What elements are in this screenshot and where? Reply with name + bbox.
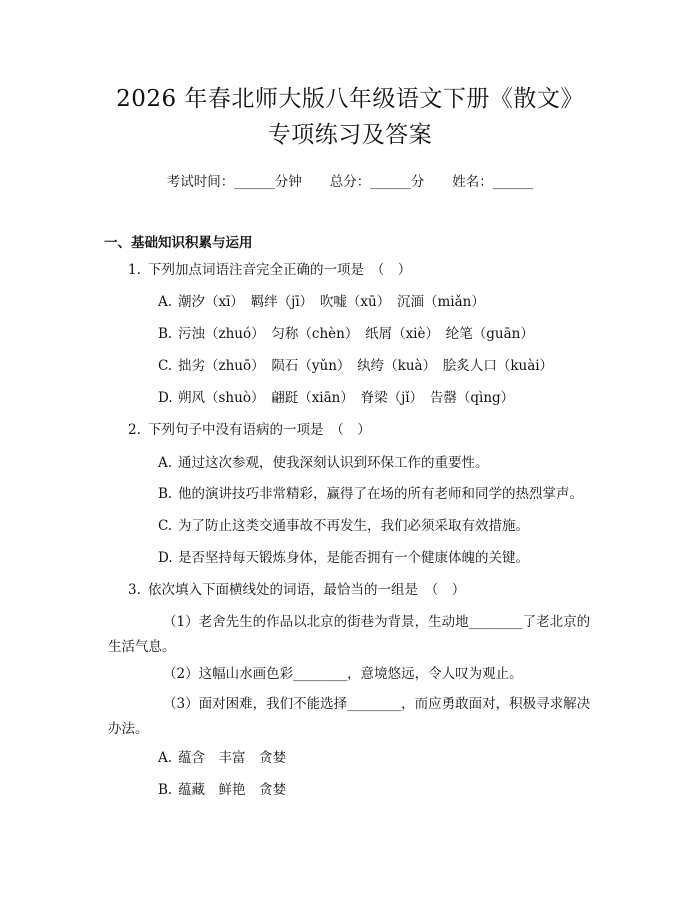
option-text: 拙劣（zhuō） 陨石（yǔn） 纨绔（kuà） 脍炙人口（kuài）	[178, 358, 554, 374]
option-text: 为了防止这类交通事故不再发生，我们必须采取有效措施。	[178, 518, 529, 534]
option-text: 他的演讲技巧非常精彩，赢得了在场的所有老师和同学的热烈掌声。	[178, 486, 583, 502]
option-text: 蕴含 丰富 贪婪	[178, 750, 286, 766]
option-letter: B.	[158, 486, 173, 502]
option-letter: B.	[158, 326, 173, 342]
exam-time: 考试时间：______分钟	[166, 174, 302, 190]
option-text: 通过这次参观，使我深刻认识到环保工作的重要性。	[178, 455, 489, 471]
option-letter: D.	[158, 390, 173, 406]
question-stem: 下列加点词语注音完全正确的一项是 （ ）	[148, 262, 412, 278]
option-text: 潮汐（xī） 羁绊（jī） 吹嘘（xū） 沉湎（miǎn）	[178, 294, 485, 310]
question-1-option-a	[158, 294, 485, 312]
option-letter: A.	[158, 455, 173, 471]
question-stem: 依次填入下面横线处的词语，最恰当的一组是 （ ）	[148, 582, 466, 598]
question-3	[128, 582, 465, 600]
fill-sentence-1-continued: 生活气息。	[108, 639, 176, 655]
question-number: 2.	[128, 422, 141, 438]
question-2-option-b	[158, 486, 583, 504]
question-number: 1.	[128, 262, 141, 278]
question-2-option-d	[158, 550, 529, 568]
question-2	[128, 422, 371, 440]
option-letter: C.	[158, 518, 173, 534]
question-1-option-b	[158, 326, 534, 344]
document-title-line2: 专项练习及答案	[267, 122, 433, 148]
question-1	[128, 262, 411, 280]
fill-sentence-1: （1）老舍先生的作品以北京的街巷为背景，生动地________了老北京的	[163, 614, 591, 630]
question-1-option-d	[158, 390, 514, 408]
question-2-option-c	[158, 518, 529, 536]
document-title-line1: 2026 年春北师大版八年级语文下册《散文》	[116, 86, 584, 112]
option-text: 污浊（zhuó） 匀称（chèn） 纸屑（xiè） 纶笔（guān）	[178, 326, 534, 342]
student-name: 姓名：______	[452, 174, 534, 190]
option-letter: C.	[158, 358, 173, 374]
fill-sentence-2: （2）这幅山水画色彩________，意境悠远，令人叹为观止。	[163, 666, 523, 682]
question-3-option-b	[158, 782, 286, 800]
question-stem: 下列句子中没有语病的一项是 （ ）	[148, 422, 371, 438]
section-heading: 一、基础知识积累与运用	[104, 235, 253, 251]
option-letter: A.	[158, 750, 173, 766]
exam-meta	[0, 170, 700, 190]
option-letter: B.	[158, 782, 173, 798]
question-2-option-a	[158, 455, 489, 473]
fill-sentence-3: （3）面对困难，我们不能选择________，而应勇敢面对，积极寻求解决	[163, 696, 591, 712]
question-3-option-a	[158, 750, 286, 768]
question-1-option-c	[158, 358, 553, 376]
exam-score: 总分：______分	[329, 174, 425, 190]
option-letter: D.	[158, 550, 173, 566]
option-text: 蕴藏 鲜艳 贪婪	[178, 782, 286, 798]
fill-sentence-3-continued: 办法。	[108, 721, 149, 737]
question-number: 3.	[128, 582, 141, 598]
option-text: 朔风（shuò） 翩跹（xiān） 脊梁（jǐ） 告罄（qìng）	[178, 390, 515, 406]
option-letter: A.	[158, 294, 173, 310]
option-text: 是否坚持每天锻炼身体，是能否拥有一个健康体魄的关键。	[178, 550, 529, 566]
